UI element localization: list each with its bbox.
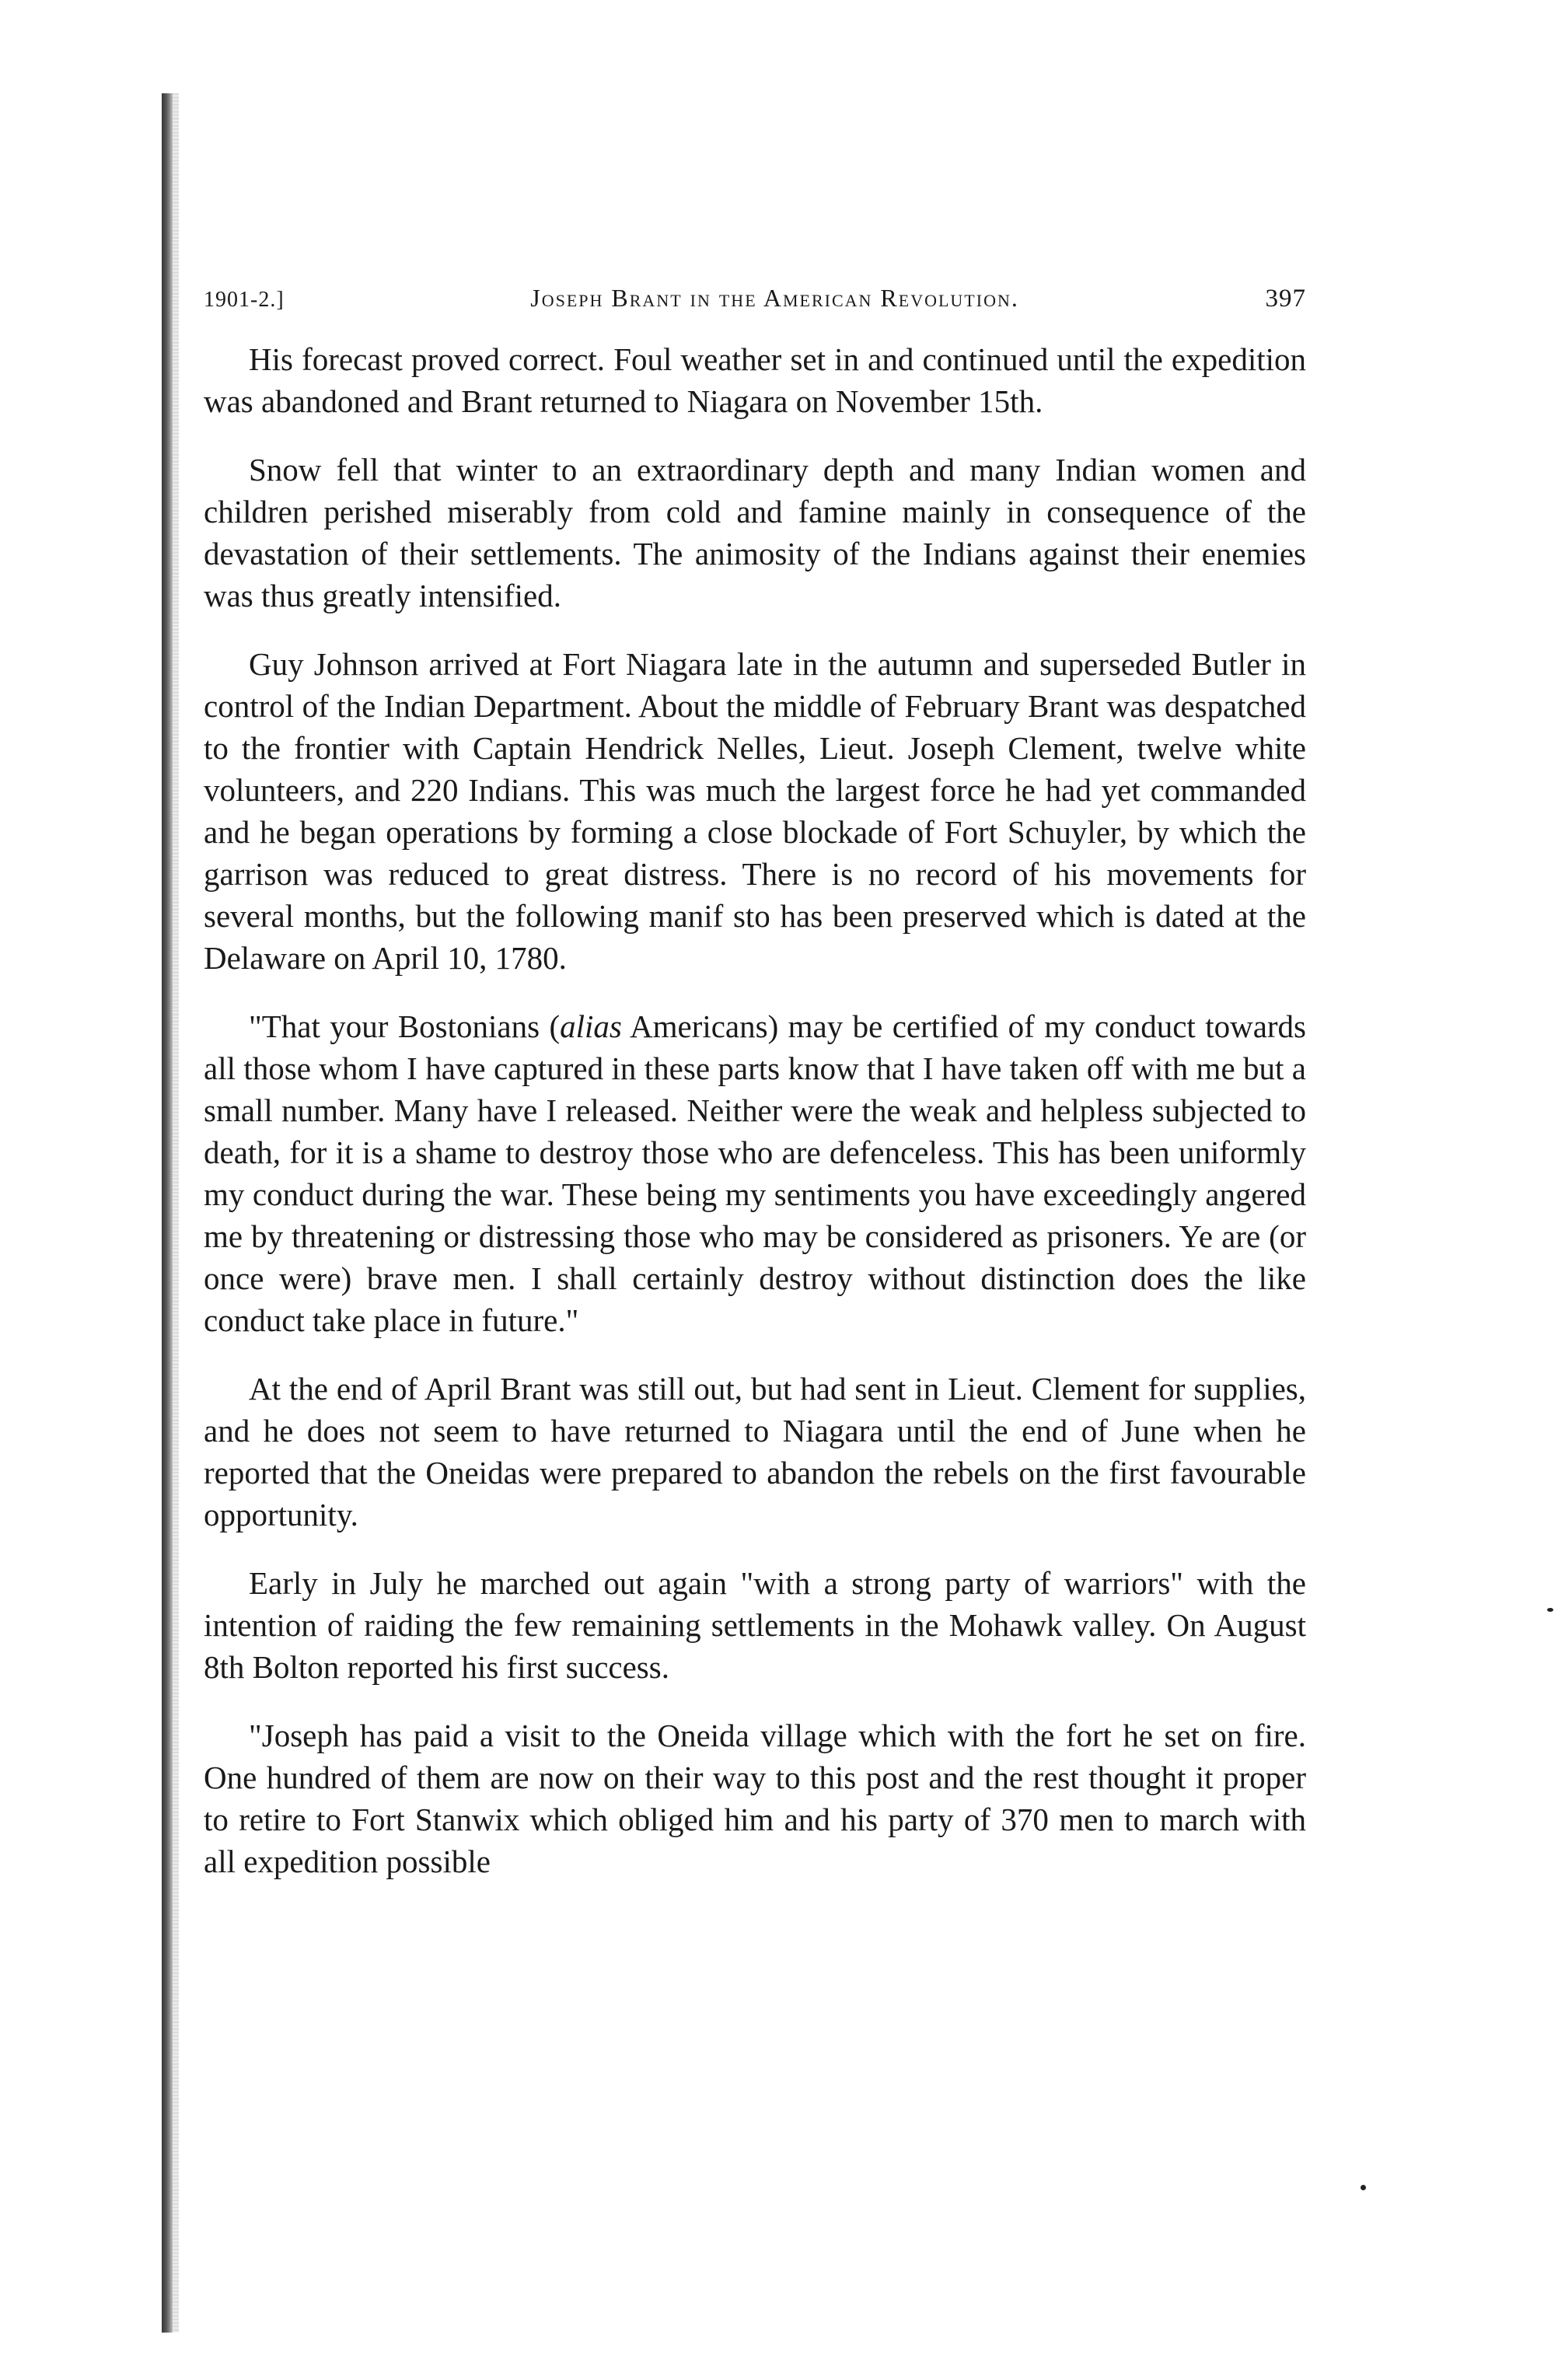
paragraph: Guy Johnson arrived at Fort Niagara late in the autumn and superseded Butler in control of the Indian Department. About the middle of February Brant was despatched to the frontier with Captain Hendrick Nelles, Lieut. Joseph Clement, twelve white volunteers, and 220 Indians. This was much the largest force he had yet commanded and he began operations by forming a close blockade of Fort Schuyler, by which the garrison was reduced to great distress. There is no record of his movements for several months, but the following manif sto has been preserved which is dated at the Delaware on April 10, 1780.: [204, 646, 1306, 976]
running-head-title: Joseph Brant in the American Revolution.: [530, 284, 1019, 312]
quote-text: Americans) may be certified of my conduct towards all those whom I have captured in these parts know that I have taken off with me but a small number. Many have I released. Neither were the weak and helpless subjected to death, for it is a shame to destroy those who are defenceless. This has been uniformly my conduct during the war. These being my sentiments you have exceedingly angered me by threatening or distressing those who may be considered as prisoners. Ye are (or once were) brave men. I shall certainly destroy without distinction does the like conduct take place in future.": [204, 1008, 1307, 1338]
quoted-report: "Joseph has paid a visit to the Oneida village which with the fort he set on fire. One hundred of them are now on their way to this post and the rest thought it proper to retire to Fort Stanwix which obliged him and his party of 370 men to march with all expedition possible: [204, 1718, 1306, 1879]
scan-binding-edge: [162, 93, 173, 2333]
book-page: [204, 284, 1306, 1909]
quoted-manifesto: [204, 1005, 1306, 1341]
running-head: [204, 284, 1306, 313]
paragraph: At the end of April Brant was still out, but had sent in Lieut. Clement for supplies, and he does not seem to have returned to Niagara until the end of June when he reported that the Oneidas were prepared to abandon the rebels on the first favourable opportunity.: [204, 1371, 1306, 1532]
scan-speck: [1361, 2185, 1366, 2190]
paragraph: His forecast proved correct. Foul weather set in and continued until the expedition was abandoned and Brant returned to Niagara on November 15th.: [204, 341, 1306, 419]
scan-speck: [1547, 1608, 1553, 1612]
running-head-year: 1901-2.]: [204, 288, 285, 312]
quote-italic: alias: [560, 1008, 622, 1044]
quote-text: "That your Bostonians (: [249, 1008, 561, 1044]
paragraph: Snow fell that winter to an extraordinary depth and many Indian women and children perished miserably from cold and famine mainly in consequence of the devastation of their settlements. The animosity of the Indians against their enemies was thus greatly intensified.: [204, 452, 1306, 613]
paragraph: Early in July he marched out again "with a strong party of warriors" with the intention of raiding the few remaining settlements in the Mohawk valley. On August 8th Bolton reported his first success.: [204, 1565, 1306, 1685]
page-number: 397: [1265, 285, 1306, 313]
